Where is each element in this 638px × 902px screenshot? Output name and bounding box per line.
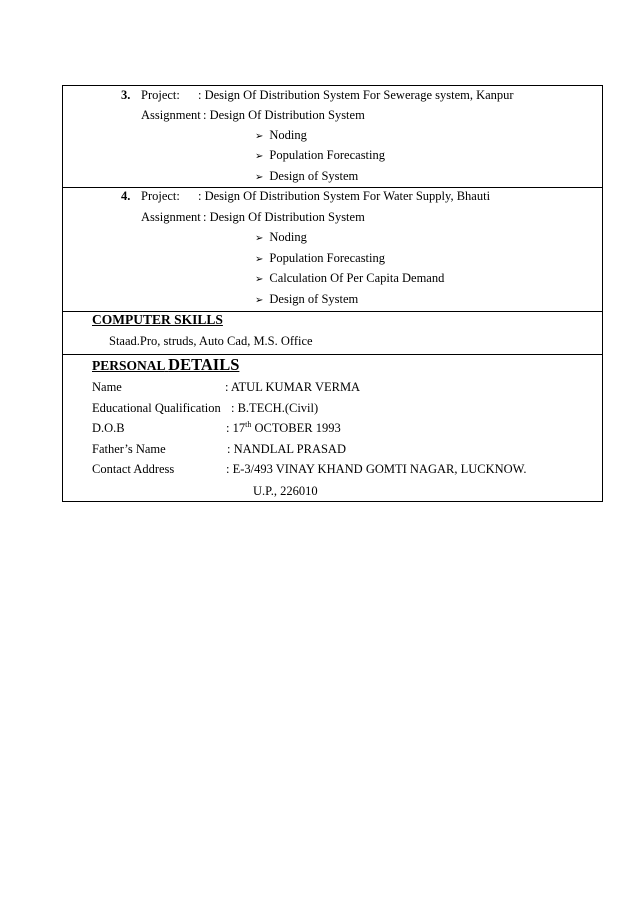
list-item: ➢ Calculation Of Per Capita Demand [255,271,445,285]
section-heading-computer-skills: COMPUTER SKILLS [92,312,223,327]
project-title: : Design Of Distribution System For Water Supply, Bhauti [198,189,491,203]
assignment-value: : Design Of Distribution System [203,108,365,122]
detail-value-father: : NANDLAL PRASAD [227,442,346,456]
project-number: 3. [121,88,131,102]
list-item: ➢ Noding [255,128,307,142]
detail-value-address-line1: : E-3/493 VINAY KHAND GOMTI NAGAR, LUCKNOW. [226,462,527,476]
detail-label-father: Father’s Name [92,442,166,456]
arrow-bullet-icon: ➢ [255,131,264,142]
project-title: : Design Of Distribution System For Sewerage system, Kanpur [198,88,514,102]
section-heading-personal-details: PERSONAL DETAILS [92,355,240,374]
arrow-bullet-icon: ➢ [255,151,264,162]
list-item: ➢ Design of System [255,292,359,306]
arrow-bullet-icon: ➢ [255,295,264,306]
arrow-bullet-icon: ➢ [255,172,264,183]
list-item: ➢ Population Forecasting [255,251,386,265]
detail-label-dob: D.O.B [92,421,125,435]
project-label: Project: [141,88,180,102]
project-number: 4. [121,189,131,203]
list-item: ➢ Population Forecasting [255,148,386,162]
skills-text: Staad.Pro, struds, Auto Cad, M.S. Office [109,334,313,348]
detail-value-dob: : 17th OCTOBER 1993 [226,419,341,435]
detail-label-education: Educational Qualification [92,401,221,415]
divider [63,354,602,355]
assignment-value: : Design Of Distribution System [203,210,365,224]
detail-label-address: Contact Address [92,462,175,476]
list-item: ➢ Noding [255,230,307,244]
arrow-bullet-icon: ➢ [255,274,264,285]
detail-value-name: : ATUL KUMAR VERMA [225,380,361,394]
detail-value-education: : B.TECH.(Civil) [231,401,319,415]
project-label: Project: [141,189,180,203]
arrow-bullet-icon: ➢ [255,233,264,244]
divider [63,187,602,188]
assignment-label: Assignment [141,108,201,122]
detail-value-address-line2: U.P., 226010 [253,484,318,498]
arrow-bullet-icon: ➢ [255,254,264,265]
assignment-label: Assignment [141,210,201,224]
list-item: ➢ Design of System [255,169,359,183]
detail-label-name: Name [92,380,122,394]
